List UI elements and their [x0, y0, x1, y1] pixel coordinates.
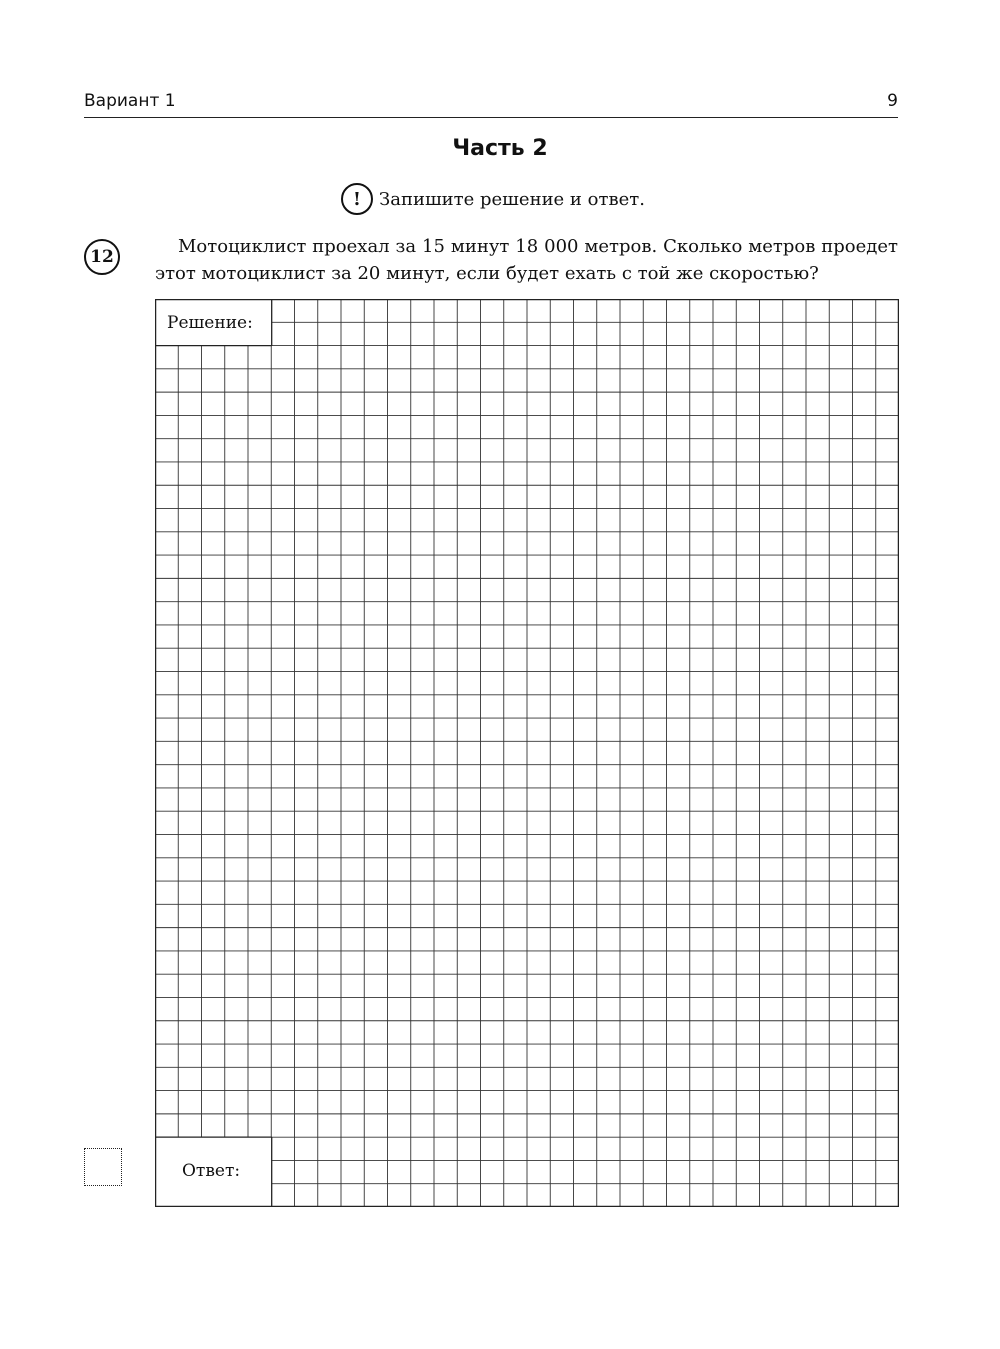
score-box[interactable]	[84, 1148, 122, 1186]
answer-label: Ответ:	[182, 1161, 241, 1181]
exclamation-icon: !	[341, 183, 373, 215]
page-number: 9	[887, 91, 898, 111]
solution-label: Решение:	[167, 313, 253, 333]
variant-label: Вариант 1	[84, 91, 176, 111]
page-header	[84, 91, 898, 118]
grid-lines	[155, 299, 899, 1207]
instruction-text: Запишите решение и ответ.	[379, 188, 645, 210]
task-number-badge: 12	[84, 239, 120, 275]
task-text: Мотоциклист проехал за 15 минут 18 000 метров. Сколько метров проедет этот мотоциклист за 20 минут, если будет ехать с той же скоростью?	[155, 236, 898, 284]
answer-grid[interactable]	[155, 299, 899, 1207]
instruction	[341, 182, 645, 216]
part-title: Часть 2	[452, 136, 548, 161]
